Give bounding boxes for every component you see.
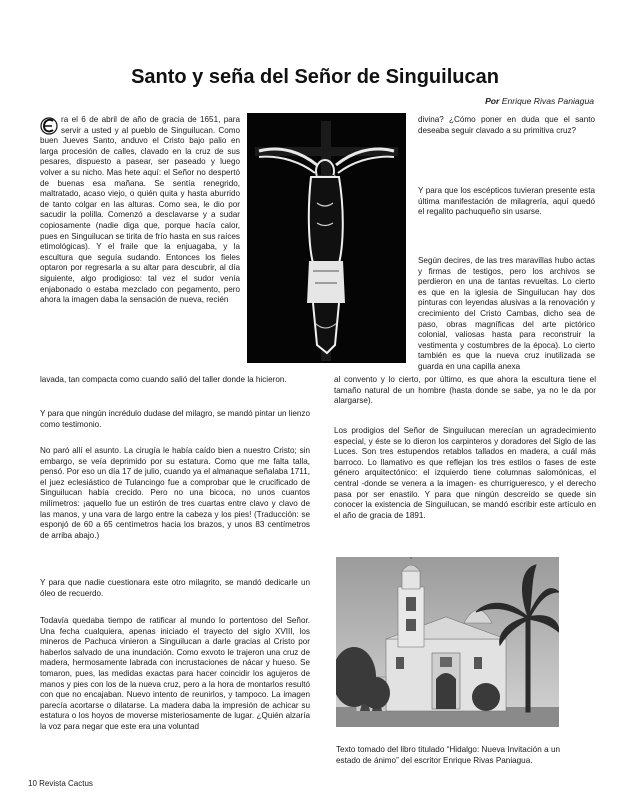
left-paragraph-2 (40, 409, 310, 430)
paragraph-text: divina? ¿Cómo poner en duda que el santo deseaba seguir clavado a su primitiva cruz? (418, 115, 595, 135)
right-paragraph-2 (418, 186, 595, 218)
crucifix-icon (247, 113, 406, 363)
paragraph-text: Todavía quedaba tiempo de ratificar al mundo lo portentoso del Señor. Una fecha cualquiera, apenas iniciado el trayecto del siglo XVIII, los mineros de Pachuca vinieron a Singuilucan a darle gracias al Cristo por haberlos salvado de una inundación. Como exvoto le trajeron una cruz de madera, hermosamente labrada con incrustaciones de nácar y hueso. Se tomaron, pues, las medidas exactas para hacer coincidir los agujeros de manos y pies con los de la nueva cruz, pero a la hora de montarlos resultó con que no encajaban. Nuevo intento de reunirlos, y tampoco. La imagen parecía acortarse o dilatarse. La madera daba la impresión de achicar su estatura o los hoyos de moverse misteriosamente de lugar. ¿Quién alzaría la voz para negar que este era una voluntad (40, 616, 310, 731)
left-paragraph-5 (40, 616, 310, 733)
paragraph-text: ra el 6 de abril de año de gracia de 1651, para servir a usted y al pueblo de Singuilucan. Como buen Jueves Santo, anduvo el Cristo bajo palio en larga procesión de calles, clavado en la cruz de sus pesares, dispuesto a pasear, ser paseado y luego volver a su nicho. Mas hete aquí: el Señor no despertó de buenas esa mañana. Se sentía renegrido, maltratado, acaso viejo, o quién quita y hasta aburrido de tanto colgar en las alturas. Como sea, le dio por sacudir la polilla. Comenzó a desclavarse y a sudar copiosamente (nadie diga que, porque hacía calor, pues en Singuilucan se tirita de frío hasta en sus raíces etimológicas). Y el fraile que la enjuagaba, y la escultura que seguía sudando. Entonces los fieles optaron por regresarla a su altar para descubrir, al día siguiente, algo prodigioso: tal vez el sudor venía enjabonado o estaba mezclado con pegamento, pero ahora la imagen daba la sensación de nueva, recién (40, 115, 240, 305)
left-paragraph-3 (40, 446, 310, 541)
paragraph-text: Y para que ningún incrédulo dudase del milagro, se mandó pintar un lienzo como testimonio. (40, 409, 310, 429)
paragraph-text: Los prodigios del Señor de Singuilucan merecían un agradecimiento especial, y éste se lo dieron los carpinteros y doradores del Siglo de las Luces. Son tres estupendos retablos tallados en madera, a cuál más barroco. Lo llamativo es que reflejan los tres estilos o fases de este género arquitectónico: el izquierdo tiene columnas salomónicas, el central -donde se venera a la imagen- es churrigueresco, y el derecho pasa por ser enastilo. Y para que ningún descreído se quede sin conocer la existencia de Singuilucan, se mandó escribir este artículo en el año de gracia de 1891. (334, 426, 596, 520)
left-paragraph-1 (40, 115, 240, 306)
right-paragraph-3 (418, 256, 595, 373)
paragraph-text: No paró allí el asunto. La cirugía le había caído bien a nuestro Cristo; sin embargo, se veía deprimido por su estatura. Como que me falta talla, pensó. Por eso un día 17 de julio, cuando ya el almanaque señalaba 1711, el juez eclesiástico de Tulancingo fue a comprobar que le crucificado de Singuilucan había crecido. Pero no una bicoca, no unos cuantos milímetros: ¡aquello fue un estirón de tres cuartas entre clavo y clavo de las manos, y una vara de largo entre la cabeza y los pies! (Traducción: se esponjó de 60 a 65 centímetros hacia los brazos, y unos 83 centímetros de arriba abajo.) (40, 446, 310, 540)
byline-prefix: Por (485, 96, 500, 106)
byline-author: Enrique Rivas Paniagua (501, 96, 594, 106)
crucifix-illustration (247, 113, 406, 363)
drop-cap-e-icon (40, 116, 58, 136)
right-paragraph-4 (334, 426, 596, 521)
paragraph-text: Y para que nadie cuestionara este otro milagrito, se mandó dedicarle un óleo de recuerdo. (40, 578, 310, 598)
photo-caption: Texto tomado del libro titulado “Hidalgo: Nueva Invitación a un estado de ánimo” del escritor Enrique Rivas Paniagua. (336, 745, 560, 765)
paragraph-text: Según decires, de las tres maravillas hubo actas y firmas de testigos, pero los archivos se perdieron en una de tantas revueltas. Lo cierto es que en la iglesia de Singuilucan hay dos pinturas con leyendas alusivas a la renovación y crecimiento del Cristo Cambas, dicho sea de paso, obras magníficas del arte pictórico colonial, valiosas hasta para reconstruir la vestimenta y costumbres de la época). Lo cierto también es que la nueva cruz inutilizada se guarda en una capilla anexa (418, 256, 595, 371)
right-paragraph-1 (418, 115, 595, 136)
paragraph-text: Y para que los escépticos tuvieran presente esta última manifestación de milagrería, aquí quedó el regalito pachuqueño sin usarse. (418, 186, 595, 217)
paragraph-text: al convento y lo cierto, por último, es que ahora la escultura tiene el tamaño natural de un hombre (hasta donde se sabe, ya no le da por alargarse). (334, 375, 596, 406)
article-title: Santo y seña del Señor de Singuilucan (131, 66, 499, 88)
left-paragraph-4 (40, 578, 310, 599)
church-photograph (336, 557, 559, 727)
paragraph-text: lavada, tan compacta como cuando salió del taller donde la hicieron. (40, 375, 287, 384)
church-icon (336, 557, 559, 727)
page-footer: 10 Revista Cactus (28, 779, 93, 788)
left-paragraph-1-continuation (40, 375, 310, 386)
byline (485, 96, 594, 106)
right-paragraph-3-continuation (334, 375, 596, 407)
